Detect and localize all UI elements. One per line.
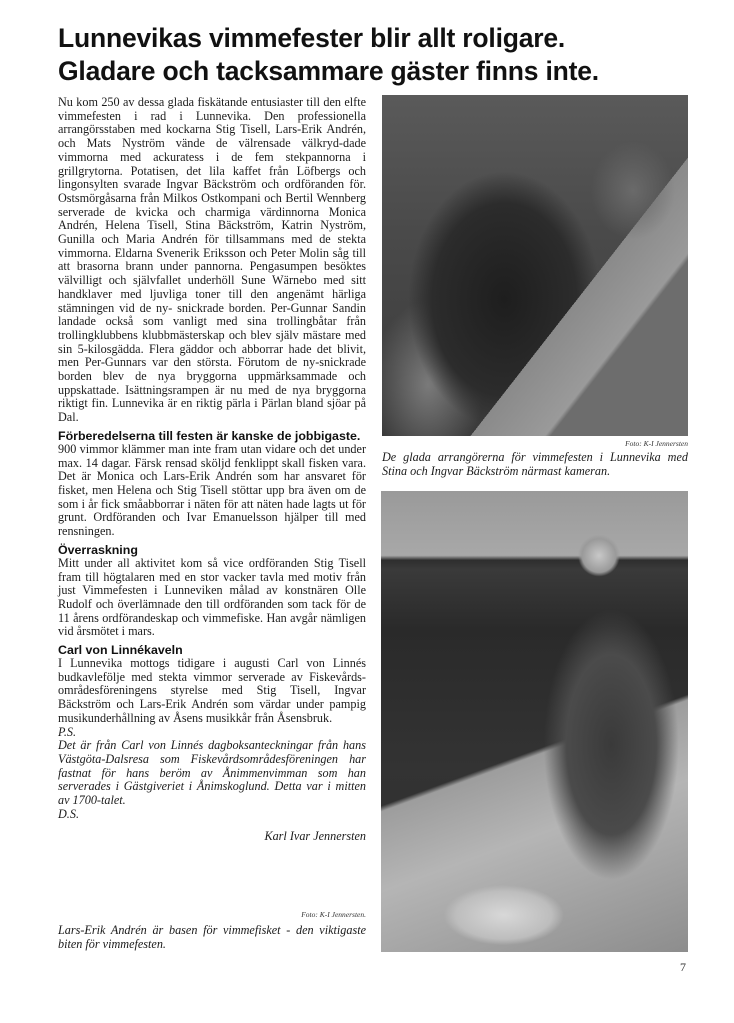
article-body-column <box>58 96 366 844</box>
page-number: 7 <box>680 960 686 974</box>
headline-line-2: Gladare och tacksammare gäster finns inte. <box>58 56 599 86</box>
ps-text: Det är från Carl von Linnés dagboksanteckningar från hans Västgöta-Dalsresa som Fiskevårdsområdesföreningen har fastnat för hans beröm av Ånimmenvimman som han serverades i Gästgiveriet i Ånimskoglund. Detta var i mitten av 1700-talet. <box>58 738 366 808</box>
section-heading-surprise: Överraskning <box>58 542 138 557</box>
photo-1-credit: Foto: K-I Jennersten <box>625 439 688 448</box>
photo-2-caption: Lars-Erik Andrén är basen för vimmefisket - den viktigaste biten för vimmefesten. <box>58 922 366 951</box>
author-signature: Karl Ivar Jennersten <box>264 829 366 844</box>
photo-1-caption: De glada arrangörerna för vimmefesten i Lunnevika med Stina och Ingvar Bäckström närmast kameran. <box>382 450 688 478</box>
article-headline <box>58 22 698 88</box>
ps-open: P.S. <box>58 724 77 739</box>
section-heading-linne: Carl von Linnékaveln <box>58 643 183 658</box>
section-body-linne: I Lunnevika mottogs tidigare i augusti Carl von Linnés budkavlefölje med stekta vimmor serverade av Fiskevårds-områdesföreningens styrelse med Stig Tisell, Ingvar Bäckström och Lars-Erik Andrén som värdar under pampig musikunderhållning av Åsens musikkår från Åsensbruk. <box>58 656 366 725</box>
section-heading-preparations: Förberedelserna till festen är kanske de jobbigaste. <box>58 428 361 443</box>
photo-2-caption-block <box>58 908 366 952</box>
photo-group-picnic-table <box>382 95 688 436</box>
section-body-preparations: 900 vimmor klämmer man inte fram utan vidare och det under max. 14 dagar. Färsk rensad sköljd fenklippt skall fisken vara. Det är Monica och Lars-Erik Andrén som har ansvaret för fisket, men Helena och Stig Tisell stöttar upp bra även om de som i år fick småabborrar i näten för att näten hade lagts ut för grunt. Ordföranden och Ivar Emanuelsson hjälper till med rensningen. <box>58 441 366 539</box>
section-body-surprise: Mitt under all aktivitet kom så vice ordföranden Stig Tisell fram till högtalaren med en stor vacker tavla med motiv från just Vimmefesten i Lunneviken målad av konstnären Olle Rudolf och överlämnade den till ordföranden som tack för de 11 årens ordförandeskap och vimmefiske. Han avgår nämligen vid årsmötet i mars. <box>58 555 366 639</box>
photo-man-with-fishing-net <box>381 491 688 952</box>
headline-line-1: Lunnevikas vimmefester blir allt roligare. <box>58 23 566 53</box>
ps-close: D.S. <box>58 806 79 821</box>
intro-paragraph: Nu kom 250 av dessa glada fiskätande entusiaster till den elfte vimmefesten i rad i Lunnevika. Den professionella arrangörsstaben med kockarna Stig Tisell, Lars-Erik Andrén, och Mats Nyström vände de välrensade välkryd-dade vimmorna med ackuratess i de fem stekpannorna i grillgrytorna. Potatisen, det lila kaffet från Löfbergs och lingonsylten svarade Ingvar Bäckström och ordföranden för. Ostsmörgåsarna från Milkos Ostkompani och Bertil Wennberg serverade de kvicka och charmiga värdinnorna Monica Andrén, Helena Tisell, Stina Bäckström, Katrin Nyström, Gunilla och Maria Andrén för tillsammans med de stekta vimmorna. Eldarna Svenerik Eriksson och Peter Molin såg till att brasorna brann under pannorna. Pengasumpen besöktes välvilligt och självfallet underhöll Sune Wärnebo med sitt handklaver med ljuvliga toner till den angenämt härliga stämningen vid de ny- snickrade borden. Per-Gunnar Sandin landade också som vanligt med sina trollingbåtar från trollingklubbens klubbmästerskap och blev själv mästare med sin 5-kilosgädda. Flera gäddor och abborrar hade det blivit, men Per-Gunnars var den största. Förutom de ny-snickrade borden blev de nya bryggorna uppmärksammade och uppskattade. Isättningsrampen är nu med de nya bryggorna riktigt fin. Lunnevika är en riktig pärla i Pärlan bland sjöar på Dal. <box>58 95 366 425</box>
photo-2-credit: Foto: K-I Jennersten. <box>301 910 366 919</box>
